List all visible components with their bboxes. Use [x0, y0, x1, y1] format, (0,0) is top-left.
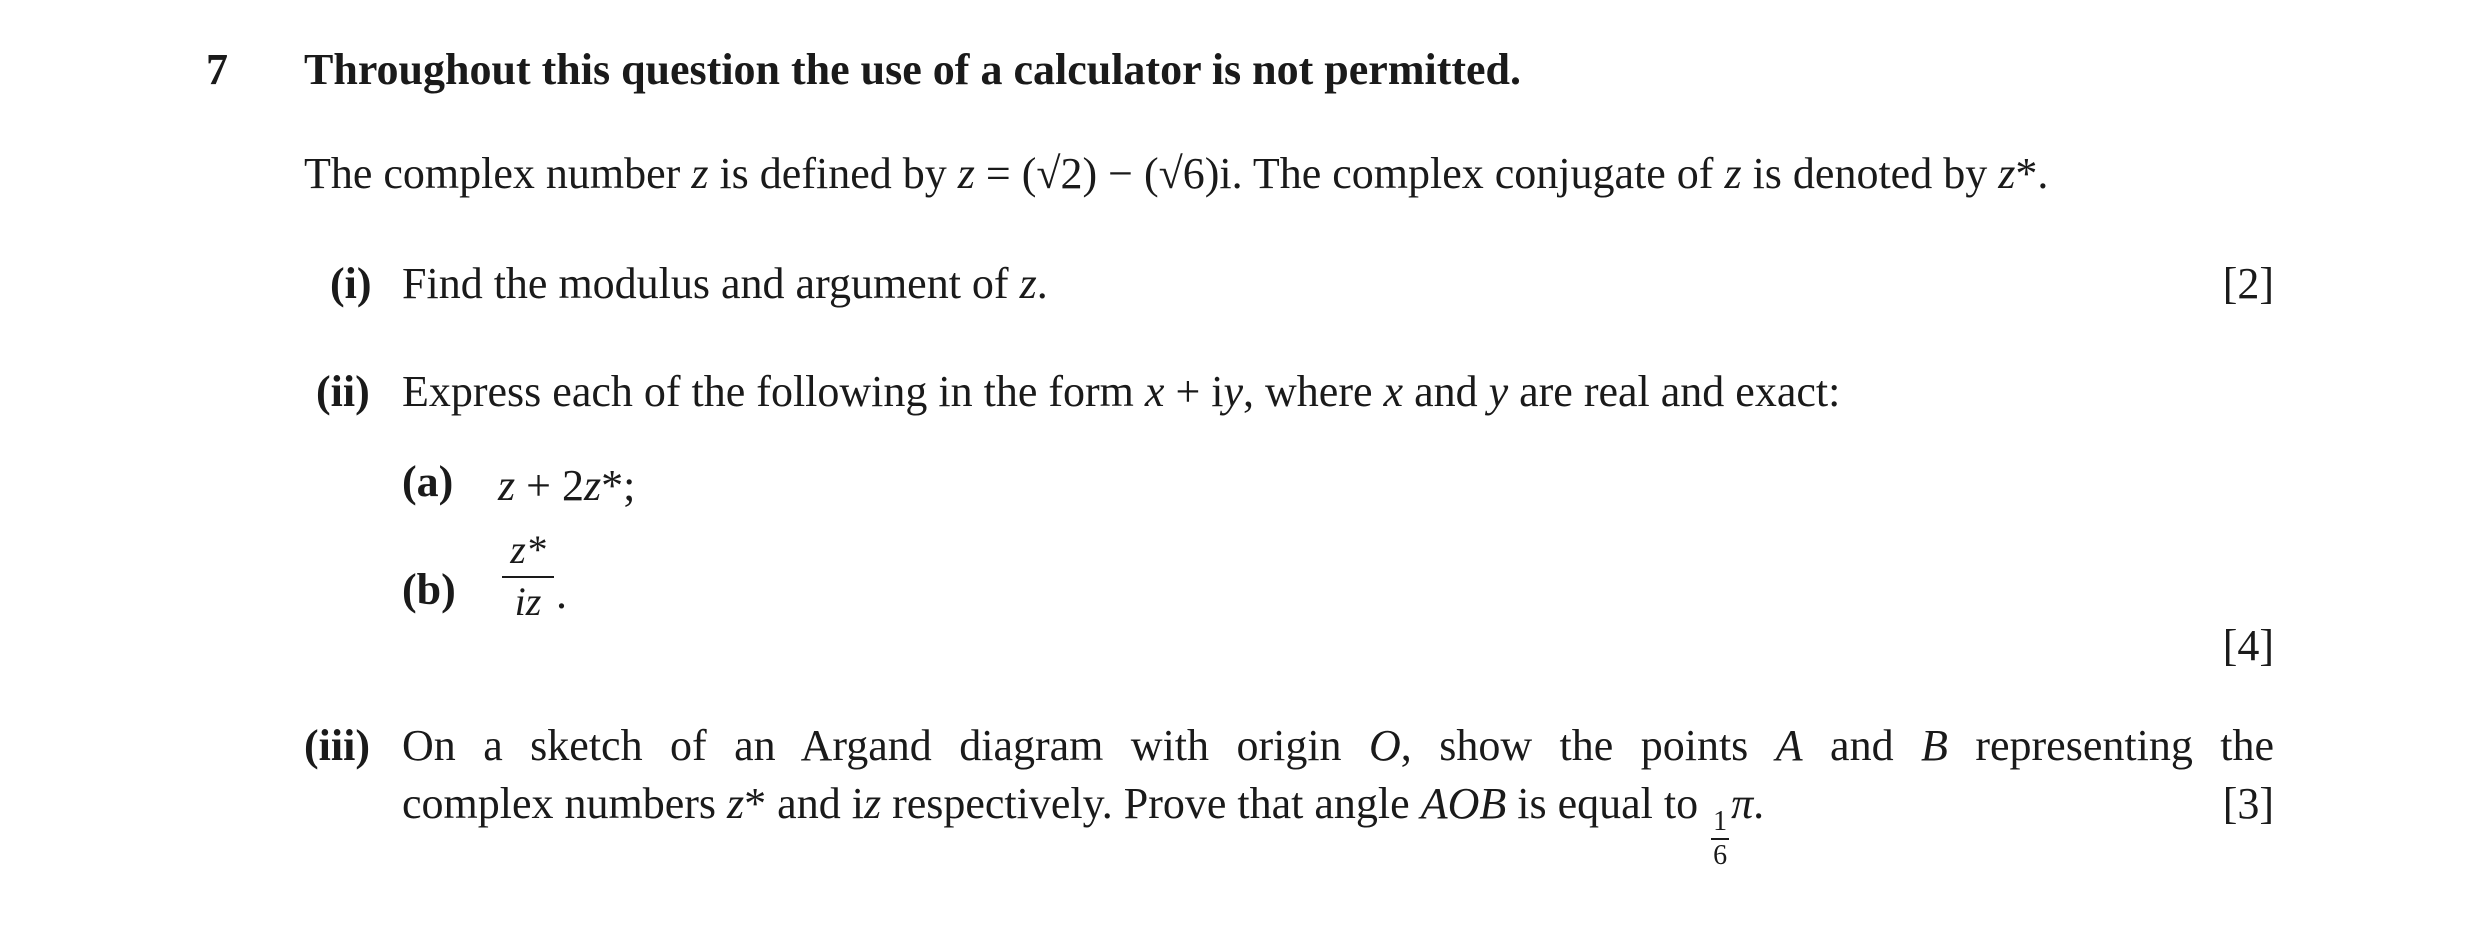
- sub-part-a-expression: [498, 460, 635, 511]
- var-z: z: [1724, 149, 1742, 198]
- part-text: .: [1753, 779, 1765, 828]
- symbol-pi: π: [1731, 779, 1754, 828]
- var-B: B: [1921, 721, 1948, 770]
- var-z: z: [863, 779, 882, 828]
- part-text: On a sketch of an Argand diagram with origin: [402, 721, 1369, 770]
- var-z: z: [583, 461, 602, 510]
- part-i-label: (i): [330, 259, 372, 308]
- part-text: * and i: [744, 779, 864, 828]
- part-text: Express each of the following in the form: [402, 367, 1145, 416]
- marks-part-i: [2]: [2222, 259, 2274, 308]
- var-z: z: [1019, 259, 1037, 308]
- part-text: .: [1036, 259, 1048, 308]
- expr-text: *;: [601, 461, 636, 510]
- intro-text: is denoted by: [1741, 149, 1999, 198]
- intro-text: The complex number: [304, 149, 692, 198]
- part-text: representing the: [1947, 721, 2275, 770]
- sub-part-b-label: (b): [402, 565, 456, 614]
- part-ii-label: (ii): [316, 367, 370, 416]
- var-z: z: [498, 461, 516, 510]
- var-z: z: [691, 149, 709, 198]
- part-iii-text-line2: [402, 779, 1765, 871]
- part-text: Find the modulus and argument of: [402, 259, 1020, 308]
- sub-part-b-fraction: [502, 527, 554, 624]
- marks-part-iii: [3]: [2222, 779, 2274, 828]
- part-iii-text-line1: [402, 721, 2275, 770]
- part-i-text: [402, 259, 1048, 308]
- part-text: and: [1403, 367, 1489, 416]
- fraction-numerator: z*: [510, 527, 546, 572]
- part-text: respectively. Prove that angle: [881, 779, 1421, 828]
- var-z: z: [957, 149, 975, 198]
- fraction-bar: [502, 576, 554, 578]
- part-text: and: [1802, 721, 1922, 770]
- part-ii-text: [402, 367, 1841, 416]
- angle-AOB: AOB: [1420, 779, 1507, 828]
- fraction-denominator: iz: [514, 579, 542, 624]
- intro-text: is defined by: [708, 149, 958, 198]
- part-text: are real and exact:: [1508, 367, 1841, 416]
- part-text: , show the points: [1400, 721, 1776, 770]
- part-text: is equal to: [1506, 779, 1710, 828]
- intro-text: *.: [2015, 149, 2049, 198]
- var-x: x: [1383, 367, 1404, 416]
- part-text: , where: [1243, 367, 1384, 416]
- question-header: Throughout this question the use of a calculator is not permitted.: [304, 45, 1522, 94]
- fraction-one-sixth: [1711, 808, 1729, 870]
- var-A: A: [1775, 721, 1803, 770]
- marks-part-ii: [4]: [2222, 621, 2274, 670]
- part-text: complex numbers: [402, 779, 728, 828]
- fraction-numerator: 1: [1713, 806, 1728, 837]
- var-O: O: [1369, 721, 1401, 770]
- var-y: y: [1488, 367, 1509, 416]
- var-z: z: [727, 779, 745, 828]
- part-iii-label: (iii): [304, 721, 370, 770]
- var-y: y: [1223, 367, 1244, 416]
- expr-text: + 2: [515, 461, 584, 510]
- sub-part-a-label: (a): [402, 457, 454, 506]
- question-intro: [304, 149, 2049, 198]
- intro-text: = (√2) − (√6)i. The complex conjugate of: [974, 149, 1725, 198]
- sub-part-b-period: .: [556, 569, 567, 618]
- var-x: x: [1144, 367, 1165, 416]
- question-number: 7: [206, 45, 228, 94]
- var-z: z: [1998, 149, 2016, 198]
- part-text: + i: [1164, 367, 1224, 416]
- fraction-denominator: 6: [1713, 840, 1728, 871]
